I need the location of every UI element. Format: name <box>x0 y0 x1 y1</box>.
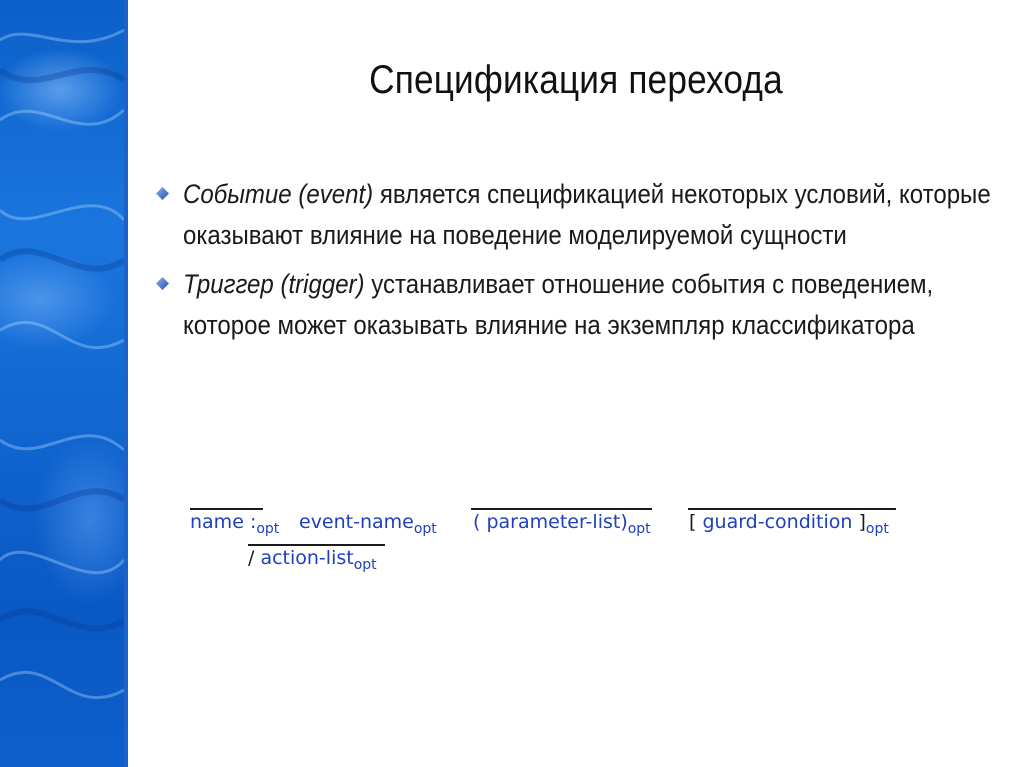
blue-diamond-icon <box>156 277 169 290</box>
formula-open-bracket: [ <box>689 511 697 533</box>
bullet-text <box>183 174 1020 256</box>
formula-overline <box>248 544 385 546</box>
formula-opt: opt <box>413 521 437 537</box>
formula-slash: / <box>248 547 255 569</box>
formula-guard-condition-text: guard-condition <box>696 511 859 533</box>
formula-close-bracket: ] <box>858 511 866 533</box>
bullet-term: Событие (event) <box>183 179 374 209</box>
bullet-body: является спецификацией некоторых условий, которые оказывают влияние на поведение моделируемой сущности <box>183 179 991 250</box>
bullet-item-trigger <box>156 264 1006 346</box>
formula-open-paren: ( <box>473 511 481 533</box>
formula-opt: opt <box>865 521 889 537</box>
slide-content <box>128 0 1024 767</box>
decorative-sidebar <box>0 0 124 767</box>
formula-overline <box>688 508 896 510</box>
formula-opt: opt <box>627 521 651 537</box>
formula-guard-condition <box>689 511 889 537</box>
sidebar-wave-pattern <box>0 0 124 767</box>
formula-name <box>190 511 279 537</box>
formula-opt: opt <box>353 557 377 573</box>
bullet-body: устанавливает отношение события с поведением, которое может оказывать влияние на экземпляр классификатора <box>183 269 934 340</box>
bullet-list <box>156 174 1006 354</box>
formula-action-list <box>248 547 377 573</box>
slide-title: Спецификация перехода <box>369 58 783 102</box>
bullet-text <box>183 264 1020 346</box>
formula-event-name <box>299 511 437 537</box>
formula-name-text: name <box>190 511 244 533</box>
bullet-term: Триггер (trigger) <box>183 269 365 299</box>
formula-overline <box>190 508 263 510</box>
blue-diamond-icon <box>156 187 169 200</box>
formula-parameter-list-text: parameter-list) <box>480 511 628 533</box>
formula-parameter-list <box>473 511 651 537</box>
formula-opt: opt <box>256 521 280 537</box>
formula-action-list-text: action-list <box>254 547 354 569</box>
bullet-item-event <box>156 174 1006 256</box>
formula-colon: : <box>249 511 257 533</box>
formula-overline <box>471 508 652 510</box>
formula-event-name-text: event-name <box>299 511 414 533</box>
transition-syntax-formula <box>190 495 950 585</box>
